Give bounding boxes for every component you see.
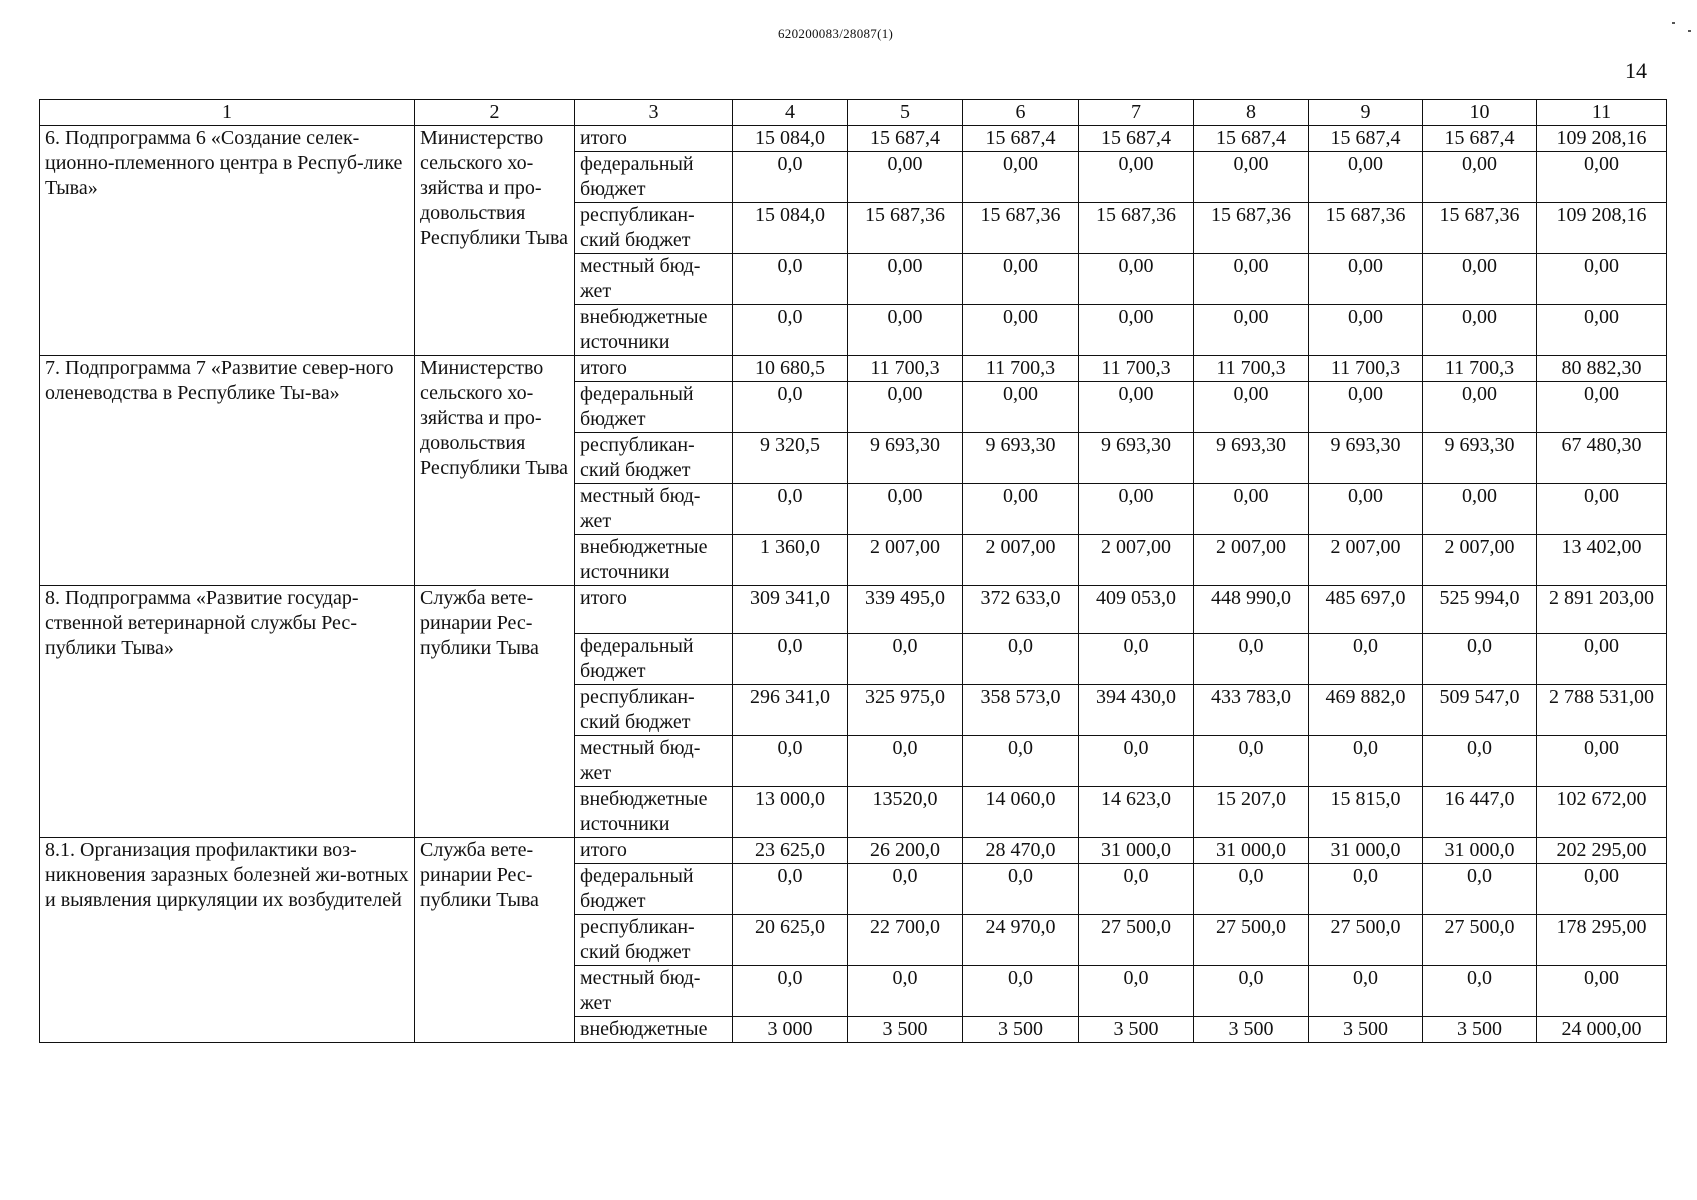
year-value-cell: 31 000,0 bbox=[1194, 838, 1309, 864]
column-number-cell: 2 bbox=[415, 100, 575, 126]
year-value-cell: 24 970,0 bbox=[963, 915, 1079, 966]
funding-source-cell: местный бюд-жет bbox=[575, 736, 733, 787]
year-value-cell: 13 000,0 bbox=[733, 787, 848, 838]
year-value-cell: 15 687,4 bbox=[1194, 126, 1309, 152]
year-value-cell: 433 783,0 bbox=[1194, 685, 1309, 736]
year-value-cell: 27 500,0 bbox=[1309, 915, 1423, 966]
year-value-cell: 0,00 bbox=[1309, 305, 1423, 356]
year-value-cell: 0,0 bbox=[1194, 864, 1309, 915]
year-value-cell: 15 207,0 bbox=[1194, 787, 1309, 838]
year-value-cell: 14 060,0 bbox=[963, 787, 1079, 838]
year-value-cell: 15 687,36 bbox=[1423, 203, 1537, 254]
year-value-cell: 15 815,0 bbox=[1309, 787, 1423, 838]
funding-source-cell: внебюджетные источники bbox=[575, 535, 733, 586]
year-value-cell: 3 000 bbox=[733, 1017, 848, 1043]
executor-cell: Министерство сельского хо-зяйства и про-довольствия Республики Тыва bbox=[415, 126, 575, 356]
year-value-cell: 28 470,0 bbox=[963, 838, 1079, 864]
year-value-cell: 0,0 bbox=[963, 634, 1079, 685]
year-value-cell: 0,0 bbox=[848, 864, 963, 915]
year-value-cell: 358 573,0 bbox=[963, 685, 1079, 736]
table-row bbox=[40, 356, 1667, 382]
year-value-cell: 0,00 bbox=[848, 152, 963, 203]
program-name-cell: 7. Подпрограмма 7 «Развитие север-ного оленеводства в Республике Ты-ва» bbox=[40, 356, 415, 586]
year-value-cell: 0,0 bbox=[733, 152, 848, 203]
funding-source-cell: итого bbox=[575, 838, 733, 864]
funding-source-cell: внебюджетные источники bbox=[575, 305, 733, 356]
year-value-cell: 409 053,0 bbox=[1079, 586, 1194, 634]
funding-source-cell: местный бюд-жет bbox=[575, 254, 733, 305]
year-value-cell: 9 693,30 bbox=[1079, 433, 1194, 484]
funding-source-cell: итого bbox=[575, 586, 733, 634]
funding-source-cell: республикан-ский бюджет bbox=[575, 203, 733, 254]
funding-source-cell: итого bbox=[575, 126, 733, 152]
year-value-cell: 0,00 bbox=[1423, 152, 1537, 203]
year-value-cell: 0,00 bbox=[848, 382, 963, 433]
year-value-cell: 15 084,0 bbox=[733, 126, 848, 152]
year-value-cell: 0,0 bbox=[1309, 864, 1423, 915]
column-number-cell: 4 bbox=[733, 100, 848, 126]
year-value-cell: 485 697,0 bbox=[1309, 586, 1423, 634]
executor-cell: Министерство сельского хо-зяйства и про-довольствия Республики Тыва bbox=[415, 356, 575, 586]
year-value-cell: 20 625,0 bbox=[733, 915, 848, 966]
year-value-cell: 0,00 bbox=[1423, 484, 1537, 535]
total-value-cell: 0,00 bbox=[1537, 634, 1667, 685]
year-value-cell: 0,00 bbox=[848, 305, 963, 356]
year-value-cell: 0,0 bbox=[848, 736, 963, 787]
year-value-cell: 0,00 bbox=[1309, 254, 1423, 305]
year-value-cell: 325 975,0 bbox=[848, 685, 963, 736]
year-value-cell: 15 687,4 bbox=[963, 126, 1079, 152]
year-value-cell: 9 320,5 bbox=[733, 433, 848, 484]
total-value-cell: 80 882,30 bbox=[1537, 356, 1667, 382]
table-row bbox=[40, 126, 1667, 152]
year-value-cell: 2 007,00 bbox=[1194, 535, 1309, 586]
total-value-cell: 202 295,00 bbox=[1537, 838, 1667, 864]
year-value-cell: 0,00 bbox=[1194, 254, 1309, 305]
column-number-row bbox=[40, 100, 1667, 126]
year-value-cell: 0,00 bbox=[1309, 382, 1423, 433]
total-value-cell: 67 480,30 bbox=[1537, 433, 1667, 484]
scan-speck bbox=[1672, 22, 1675, 24]
year-value-cell: 0,0 bbox=[1079, 634, 1194, 685]
total-value-cell: 0,00 bbox=[1537, 966, 1667, 1017]
total-value-cell: 13 402,00 bbox=[1537, 535, 1667, 586]
year-value-cell: 11 700,3 bbox=[1194, 356, 1309, 382]
year-value-cell: 0,00 bbox=[963, 152, 1079, 203]
year-value-cell: 448 990,0 bbox=[1194, 586, 1309, 634]
total-value-cell: 0,00 bbox=[1537, 484, 1667, 535]
year-value-cell: 27 500,0 bbox=[1079, 915, 1194, 966]
year-value-cell: 0,0 bbox=[733, 382, 848, 433]
year-value-cell: 0,00 bbox=[1309, 484, 1423, 535]
year-value-cell: 0,0 bbox=[733, 966, 848, 1017]
year-value-cell: 0,00 bbox=[1194, 305, 1309, 356]
year-value-cell: 0,0 bbox=[1309, 966, 1423, 1017]
year-value-cell: 31 000,0 bbox=[1423, 838, 1537, 864]
year-value-cell: 339 495,0 bbox=[848, 586, 963, 634]
year-value-cell: 3 500 bbox=[963, 1017, 1079, 1043]
year-value-cell: 0,0 bbox=[1194, 736, 1309, 787]
funding-source-cell: федеральный бюджет bbox=[575, 634, 733, 685]
year-value-cell: 394 430,0 bbox=[1079, 685, 1194, 736]
year-value-cell: 0,00 bbox=[1194, 382, 1309, 433]
column-number-cell: 6 bbox=[963, 100, 1079, 126]
year-value-cell: 14 623,0 bbox=[1079, 787, 1194, 838]
year-value-cell: 0,00 bbox=[963, 382, 1079, 433]
page-number: 14 bbox=[1625, 58, 1647, 83]
total-value-cell: 2 788 531,00 bbox=[1537, 685, 1667, 736]
year-value-cell: 296 341,0 bbox=[733, 685, 848, 736]
executor-cell: Служба вете-ринарии Рес-публики Тыва bbox=[415, 586, 575, 838]
funding-source-cell: республикан-ский бюджет bbox=[575, 685, 733, 736]
year-value-cell: 2 007,00 bbox=[848, 535, 963, 586]
year-value-cell: 0,0 bbox=[1079, 966, 1194, 1017]
total-value-cell: 0,00 bbox=[1537, 254, 1667, 305]
scan-speck bbox=[1688, 30, 1691, 32]
year-value-cell: 0,0 bbox=[1423, 966, 1537, 1017]
year-value-cell: 23 625,0 bbox=[733, 838, 848, 864]
total-value-cell: 109 208,16 bbox=[1537, 126, 1667, 152]
program-name-cell: 8.1. Организация профилактики воз-никновения заразных болезней жи-вотных и выявления циркуляции их возбудителей bbox=[40, 838, 415, 1043]
year-value-cell: 13520,0 bbox=[848, 787, 963, 838]
year-value-cell: 15 687,4 bbox=[1309, 126, 1423, 152]
column-number-cell: 7 bbox=[1079, 100, 1194, 126]
funding-source-cell: республикан-ский бюджет bbox=[575, 915, 733, 966]
year-value-cell: 0,00 bbox=[848, 484, 963, 535]
year-value-cell: 0,00 bbox=[1423, 254, 1537, 305]
year-value-cell: 26 200,0 bbox=[848, 838, 963, 864]
funding-source-cell: федеральный бюджет bbox=[575, 864, 733, 915]
total-value-cell: 0,00 bbox=[1537, 305, 1667, 356]
year-value-cell: 3 500 bbox=[1079, 1017, 1194, 1043]
year-value-cell: 0,0 bbox=[963, 736, 1079, 787]
year-value-cell: 15 687,36 bbox=[1194, 203, 1309, 254]
year-value-cell: 0,00 bbox=[1079, 305, 1194, 356]
year-value-cell: 0,0 bbox=[733, 864, 848, 915]
year-value-cell: 31 000,0 bbox=[1079, 838, 1194, 864]
year-value-cell: 0,0 bbox=[733, 254, 848, 305]
funding-source-cell: внебюджетные bbox=[575, 1017, 733, 1043]
year-value-cell: 15 687,4 bbox=[1079, 126, 1194, 152]
column-number-cell: 5 bbox=[848, 100, 963, 126]
funding-source-cell: республикан-ский бюджет bbox=[575, 433, 733, 484]
year-value-cell: 16 447,0 bbox=[1423, 787, 1537, 838]
year-value-cell: 9 693,30 bbox=[1423, 433, 1537, 484]
table-body bbox=[40, 100, 1667, 1043]
year-value-cell: 309 341,0 bbox=[733, 586, 848, 634]
year-value-cell: 9 693,30 bbox=[848, 433, 963, 484]
year-value-cell: 509 547,0 bbox=[1423, 685, 1537, 736]
total-value-cell: 2 891 203,00 bbox=[1537, 586, 1667, 634]
year-value-cell: 2 007,00 bbox=[1423, 535, 1537, 586]
year-value-cell: 3 500 bbox=[848, 1017, 963, 1043]
year-value-cell: 11 700,3 bbox=[1309, 356, 1423, 382]
funding-source-cell: местный бюд-жет bbox=[575, 966, 733, 1017]
year-value-cell: 31 000,0 bbox=[1309, 838, 1423, 864]
year-value-cell: 0,00 bbox=[1079, 152, 1194, 203]
total-value-cell: 0,00 bbox=[1537, 736, 1667, 787]
year-value-cell: 0,0 bbox=[733, 736, 848, 787]
year-value-cell: 27 500,0 bbox=[1194, 915, 1309, 966]
total-value-cell: 109 208,16 bbox=[1537, 203, 1667, 254]
year-value-cell: 0,0 bbox=[848, 966, 963, 1017]
total-value-cell: 0,00 bbox=[1537, 382, 1667, 433]
year-value-cell: 15 687,36 bbox=[1309, 203, 1423, 254]
year-value-cell: 10 680,5 bbox=[733, 356, 848, 382]
year-value-cell: 1 360,0 bbox=[733, 535, 848, 586]
total-value-cell: 102 672,00 bbox=[1537, 787, 1667, 838]
year-value-cell: 2 007,00 bbox=[963, 535, 1079, 586]
year-value-cell: 3 500 bbox=[1309, 1017, 1423, 1043]
year-value-cell: 0,0 bbox=[963, 864, 1079, 915]
year-value-cell: 0,00 bbox=[848, 254, 963, 305]
year-value-cell: 0,0 bbox=[963, 966, 1079, 1017]
year-value-cell: 0,00 bbox=[963, 484, 1079, 535]
column-number-cell: 3 bbox=[575, 100, 733, 126]
funding-source-cell: внебюджетные источники bbox=[575, 787, 733, 838]
column-number-cell: 1 bbox=[40, 100, 415, 126]
table-row bbox=[40, 838, 1667, 864]
year-value-cell: 3 500 bbox=[1194, 1017, 1309, 1043]
year-value-cell: 525 994,0 bbox=[1423, 586, 1537, 634]
year-value-cell: 9 693,30 bbox=[1309, 433, 1423, 484]
year-value-cell: 0,0 bbox=[1079, 736, 1194, 787]
year-value-cell: 9 693,30 bbox=[1194, 433, 1309, 484]
year-value-cell: 0,0 bbox=[733, 484, 848, 535]
year-value-cell: 0,00 bbox=[1194, 484, 1309, 535]
year-value-cell: 15 687,4 bbox=[848, 126, 963, 152]
year-value-cell: 0,00 bbox=[963, 305, 1079, 356]
year-value-cell: 0,00 bbox=[963, 254, 1079, 305]
year-value-cell: 0,0 bbox=[733, 634, 848, 685]
total-value-cell: 0,00 bbox=[1537, 152, 1667, 203]
year-value-cell: 0,0 bbox=[1079, 864, 1194, 915]
column-number-cell: 8 bbox=[1194, 100, 1309, 126]
year-value-cell: 0,00 bbox=[1423, 382, 1537, 433]
year-value-cell: 15 687,36 bbox=[1079, 203, 1194, 254]
year-value-cell: 3 500 bbox=[1423, 1017, 1537, 1043]
year-value-cell: 11 700,3 bbox=[1423, 356, 1537, 382]
document-id: 620200083/28087(1) bbox=[778, 26, 894, 41]
table-row bbox=[40, 586, 1667, 634]
funding-source-cell: федеральный бюджет bbox=[575, 382, 733, 433]
year-value-cell: 22 700,0 bbox=[848, 915, 963, 966]
year-value-cell: 15 687,36 bbox=[963, 203, 1079, 254]
year-value-cell: 11 700,3 bbox=[1079, 356, 1194, 382]
total-value-cell: 24 000,00 bbox=[1537, 1017, 1667, 1043]
year-value-cell: 0,0 bbox=[1309, 634, 1423, 685]
year-value-cell: 0,0 bbox=[1194, 634, 1309, 685]
executor-cell: Служба вете-ринарии Рес-публики Тыва bbox=[415, 838, 575, 1043]
year-value-cell: 27 500,0 bbox=[1423, 915, 1537, 966]
year-value-cell: 0,0 bbox=[1423, 864, 1537, 915]
year-value-cell: 0,0 bbox=[1423, 634, 1537, 685]
year-value-cell: 15 687,36 bbox=[848, 203, 963, 254]
total-value-cell: 0,00 bbox=[1537, 864, 1667, 915]
year-value-cell: 0,0 bbox=[1309, 736, 1423, 787]
year-value-cell: 0,0 bbox=[733, 305, 848, 356]
year-value-cell: 0,00 bbox=[1309, 152, 1423, 203]
funding-source-cell: федеральный бюджет bbox=[575, 152, 733, 203]
year-value-cell: 2 007,00 bbox=[1079, 535, 1194, 586]
year-value-cell: 469 882,0 bbox=[1309, 685, 1423, 736]
year-value-cell: 372 633,0 bbox=[963, 586, 1079, 634]
year-value-cell: 0,0 bbox=[848, 634, 963, 685]
year-value-cell: 0,0 bbox=[1194, 966, 1309, 1017]
year-value-cell: 15 084,0 bbox=[733, 203, 848, 254]
total-value-cell: 178 295,00 bbox=[1537, 915, 1667, 966]
year-value-cell: 0,00 bbox=[1079, 484, 1194, 535]
year-value-cell: 0,00 bbox=[1194, 152, 1309, 203]
year-value-cell: 15 687,4 bbox=[1423, 126, 1537, 152]
year-value-cell: 0,00 bbox=[1423, 305, 1537, 356]
funding-source-cell: местный бюд-жет bbox=[575, 484, 733, 535]
column-number-cell: 9 bbox=[1309, 100, 1423, 126]
year-value-cell: 9 693,30 bbox=[963, 433, 1079, 484]
year-value-cell: 11 700,3 bbox=[963, 356, 1079, 382]
program-name-cell: 8. Подпрограмма «Развитие государ-ственной ветеринарной службы Рес-публики Тыва» bbox=[40, 586, 415, 838]
column-number-cell: 11 bbox=[1537, 100, 1667, 126]
budget-table bbox=[39, 99, 1667, 1043]
year-value-cell: 0,0 bbox=[1423, 736, 1537, 787]
year-value-cell: 2 007,00 bbox=[1309, 535, 1423, 586]
year-value-cell: 0,00 bbox=[1079, 254, 1194, 305]
year-value-cell: 11 700,3 bbox=[848, 356, 963, 382]
funding-source-cell: итого bbox=[575, 356, 733, 382]
column-number-cell: 10 bbox=[1423, 100, 1537, 126]
program-name-cell: 6. Подпрограмма 6 «Создание селек-ционно-племенного центра в Респуб-лике Тыва» bbox=[40, 126, 415, 356]
year-value-cell: 0,00 bbox=[1079, 382, 1194, 433]
